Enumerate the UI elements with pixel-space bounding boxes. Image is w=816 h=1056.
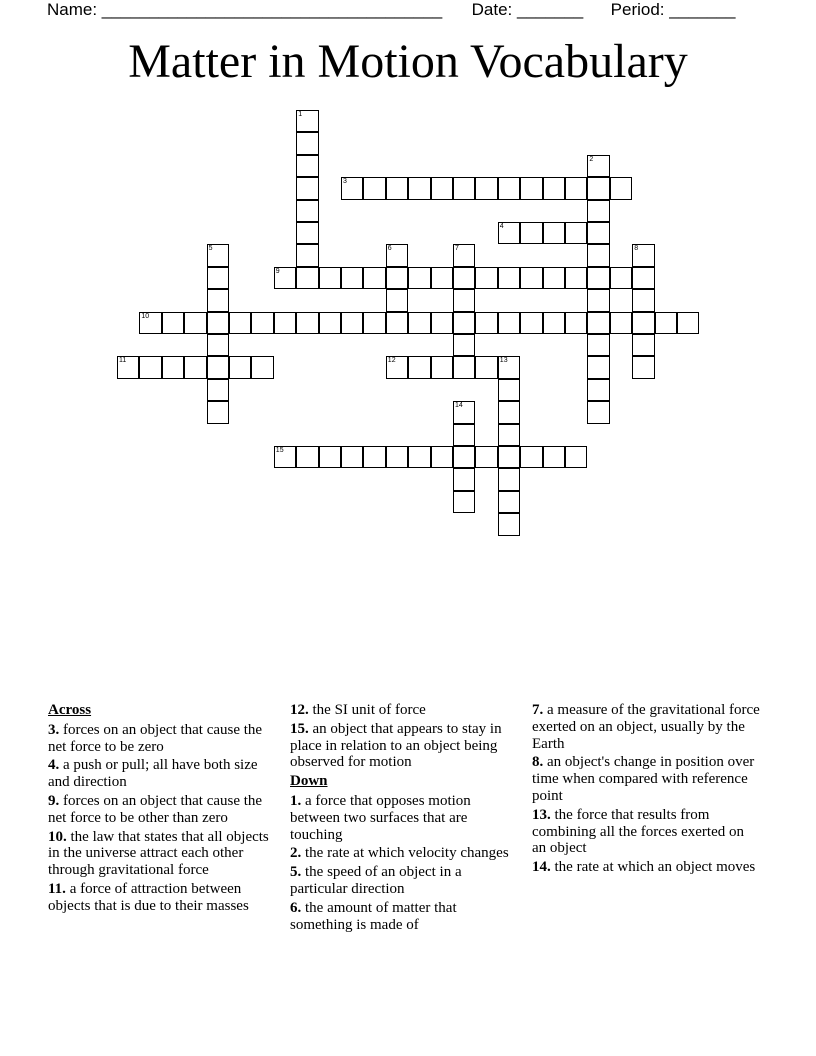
clue-item	[290, 702, 522, 719]
crossword-cell[interactable]	[386, 312, 408, 334]
crossword-cell[interactable]	[139, 356, 161, 378]
crossword-cell[interactable]	[453, 289, 475, 311]
crossword-cell[interactable]	[363, 177, 385, 199]
crossword-cell[interactable]	[587, 379, 609, 401]
clue-text: the force that results from combining all the forces exerted on an object	[532, 806, 745, 857]
crossword-cell[interactable]	[207, 312, 229, 334]
clue-number-label: 4.	[48, 757, 60, 774]
crossword-cell[interactable]	[543, 267, 565, 289]
crossword-cell[interactable]	[139, 312, 161, 334]
clue-number: 6	[387, 245, 392, 253]
clue-number-label: 3.	[48, 721, 60, 738]
clue-item	[290, 845, 522, 862]
crossword-cell[interactable]	[341, 446, 363, 468]
crossword-cell[interactable]	[296, 132, 318, 154]
clue-number: 9	[275, 267, 280, 275]
crossword-cell[interactable]	[229, 312, 251, 334]
crossword-cell[interactable]	[296, 312, 318, 334]
clue-number: 11	[119, 357, 127, 365]
clue-text: a force that opposes motion between two surfaces that are touching	[290, 792, 471, 843]
clue-number-label: 2.	[290, 845, 302, 862]
crossword-cell[interactable]	[408, 312, 430, 334]
name-field-label: Name: ____________________________________	[47, 0, 443, 19]
crossword-cell[interactable]	[363, 312, 385, 334]
crossword-cell[interactable]	[565, 177, 587, 199]
crossword-cell[interactable]	[363, 267, 385, 289]
clue-number-label: 15.	[290, 720, 309, 737]
crossword-cell[interactable]	[587, 222, 609, 244]
crossword-cell[interactable]	[296, 267, 318, 289]
clue-item	[48, 757, 272, 791]
clue-item	[48, 722, 272, 756]
crossword-cell[interactable]	[677, 312, 699, 334]
crossword-cell[interactable]	[296, 177, 318, 199]
clue-item	[290, 900, 522, 934]
crossword-cell[interactable]	[296, 244, 318, 266]
clue-number: 4	[499, 223, 504, 230]
crossword-cell[interactable]	[431, 312, 453, 334]
clue-item	[290, 721, 522, 771]
clue-number-label: 12.	[290, 702, 309, 718]
crossword-cell[interactable]	[229, 356, 251, 378]
crossword-cell[interactable]	[207, 244, 229, 266]
crossword-cell[interactable]	[274, 267, 296, 289]
crossword-cell[interactable]	[431, 267, 453, 289]
crossword-cell[interactable]	[498, 513, 520, 535]
crossword-cell[interactable]	[431, 446, 453, 468]
crossword-cell[interactable]	[117, 356, 139, 378]
clue-text: a force of attraction between objects that is due to their masses	[48, 880, 249, 914]
clue-number-label: 5.	[290, 864, 302, 881]
crossword-cell[interactable]	[565, 446, 587, 468]
crossword-cell[interactable]	[184, 312, 206, 334]
clue-text: forces on an object that cause the net force to be zero	[48, 721, 263, 755]
crossword-cell[interactable]	[408, 177, 430, 199]
crossword-cell[interactable]	[453, 401, 475, 423]
crossword-cell[interactable]	[431, 177, 453, 199]
clue-item	[48, 793, 272, 827]
clue-item	[532, 859, 760, 876]
crossword-cell[interactable]	[386, 244, 408, 266]
crossword-cell[interactable]	[543, 222, 565, 244]
crossword-cell[interactable]	[453, 446, 475, 468]
clue-text: the rate at which an object moves	[554, 859, 756, 876]
clue-number-label: 7.	[532, 702, 544, 718]
crossword-cell[interactable]	[498, 491, 520, 513]
clues-column-2	[290, 702, 522, 935]
crossword-cell[interactable]	[453, 312, 475, 334]
clue-number-label: 1.	[290, 792, 302, 809]
crossword-cell[interactable]	[408, 356, 430, 378]
crossword-cell[interactable]	[408, 267, 430, 289]
crossword-cell[interactable]	[520, 267, 542, 289]
crossword-cell[interactable]	[520, 312, 542, 334]
crossword-cell[interactable]	[498, 424, 520, 446]
crossword-cell[interactable]	[632, 334, 654, 356]
crossword-cell[interactable]	[386, 446, 408, 468]
crossword-cell[interactable]	[565, 312, 587, 334]
crossword-cell[interactable]	[453, 334, 475, 356]
crossword-cell[interactable]	[475, 177, 497, 199]
crossword-cell[interactable]	[296, 200, 318, 222]
crossword-cell[interactable]	[632, 289, 654, 311]
clue-number-label: 13.	[532, 806, 551, 823]
crossword-cell[interactable]	[543, 446, 565, 468]
crossword-cell[interactable]	[632, 312, 654, 334]
crossword-cell[interactable]	[386, 356, 408, 378]
crossword-cell[interactable]	[207, 289, 229, 311]
crossword-cell[interactable]	[520, 222, 542, 244]
crossword-cell[interactable]	[453, 244, 475, 266]
crossword-cell[interactable]	[296, 446, 318, 468]
crossword-cell[interactable]	[520, 177, 542, 199]
crossword-cell[interactable]	[610, 177, 632, 199]
crossword-cell[interactable]	[207, 401, 229, 423]
crossword-cell[interactable]	[453, 356, 475, 378]
clue-text: a measure of the gravitational force exerted on an object, usually by the Earth	[532, 702, 760, 752]
clue-text: the law that states that all objects in the universe attract each other through gravitational force	[48, 828, 269, 879]
crossword-cell[interactable]	[565, 267, 587, 289]
crossword-cell[interactable]	[296, 222, 318, 244]
clue-text: an object that appears to stay in place in relation to an object being observed for motion	[290, 720, 502, 771]
page-title: Matter in Motion Vocabulary	[128, 35, 688, 88]
clue-text: an object's change in position over time when compared with reference point	[532, 754, 755, 804]
crossword-cell[interactable]	[386, 289, 408, 311]
clue-item	[532, 702, 760, 752]
crossword-cell[interactable]	[587, 356, 609, 378]
clue-text: the SI unit of force	[312, 702, 426, 718]
crossword-cell[interactable]	[453, 424, 475, 446]
crossword-cell[interactable]	[207, 334, 229, 356]
crossword-cell[interactable]	[543, 312, 565, 334]
clue-number-label: 14.	[532, 859, 551, 876]
clue-number-label: 11.	[48, 880, 66, 897]
crossword-cell[interactable]	[207, 267, 229, 289]
crossword-cell[interactable]	[543, 177, 565, 199]
crossword-cell[interactable]	[363, 446, 385, 468]
crossword-cell[interactable]	[453, 468, 475, 490]
clue-number: 14	[455, 402, 463, 410]
crossword-cell[interactable]	[274, 312, 296, 334]
crossword-cell[interactable]	[162, 356, 184, 378]
crossword-cell[interactable]	[587, 267, 609, 289]
clue-text: the rate at which velocity changes	[305, 845, 509, 862]
crossword-cell[interactable]	[587, 155, 609, 177]
crossword-cell[interactable]	[319, 267, 341, 289]
clue-text: the amount of matter that something is made of	[290, 899, 457, 933]
crossword-cell[interactable]	[341, 267, 363, 289]
clue-text: the speed of an object in a particular direction	[290, 864, 462, 897]
crossword-cell[interactable]	[632, 356, 654, 378]
crossword-cell[interactable]	[587, 334, 609, 356]
clues-column-3	[532, 702, 760, 878]
crossword-cell[interactable]	[587, 312, 609, 334]
crossword-cell[interactable]	[341, 177, 363, 199]
clue-number: 5	[208, 245, 213, 253]
crossword-cell[interactable]	[251, 312, 273, 334]
crossword-cell[interactable]	[475, 312, 497, 334]
crossword-cell[interactable]	[498, 267, 520, 289]
clue-item	[48, 881, 272, 915]
crossword-cell[interactable]	[498, 401, 520, 423]
crossword-cell[interactable]	[475, 356, 497, 378]
clue-number: 10	[141, 312, 150, 320]
clue-text: a push or pull; all have both size and direction	[48, 757, 258, 791]
clue-number: 2	[589, 155, 594, 163]
crossword-cell[interactable]	[498, 468, 520, 490]
crossword-cell[interactable]	[453, 267, 475, 289]
crossword-cell[interactable]	[341, 312, 363, 334]
crossword-cell[interactable]	[632, 267, 654, 289]
crossword-cell[interactable]	[587, 200, 609, 222]
crossword-cell[interactable]	[655, 312, 677, 334]
crossword-cell[interactable]	[498, 446, 520, 468]
crossword-cell[interactable]	[610, 267, 632, 289]
crossword-cell[interactable]	[319, 312, 341, 334]
crossword-cell[interactable]	[453, 177, 475, 199]
crossword-cell[interactable]	[453, 491, 475, 513]
across-heading: Across	[48, 702, 92, 718]
clue-number: 12	[387, 357, 396, 365]
crossword-cell[interactable]	[587, 244, 609, 266]
clue-number: 1	[298, 111, 303, 118]
crossword-cell[interactable]	[565, 222, 587, 244]
crossword-cell[interactable]	[610, 312, 632, 334]
crossword-cell[interactable]	[498, 222, 520, 244]
clue-number: 13	[499, 357, 508, 365]
crossword-cell[interactable]	[296, 110, 318, 132]
crossword-cell[interactable]	[319, 446, 341, 468]
clue-number: 15	[275, 447, 284, 454]
clue-number: 8	[634, 245, 639, 253]
crossword-cell[interactable]	[296, 155, 318, 177]
crossword-cell[interactable]	[475, 267, 497, 289]
crossword-cell[interactable]	[498, 379, 520, 401]
date-field-label: Date: _______	[471, 0, 584, 19]
crossword-cell[interactable]	[386, 177, 408, 199]
down-heading: Down	[290, 773, 328, 790]
crossword-cell[interactable]	[520, 446, 542, 468]
crossword-cell[interactable]	[475, 446, 497, 468]
clue-number: 3	[343, 178, 347, 186]
crossword-cell[interactable]	[587, 401, 609, 423]
clue-item	[290, 793, 522, 843]
clue-item	[48, 829, 272, 879]
crossword-cell[interactable]	[386, 267, 408, 289]
crossword-cell[interactable]	[431, 356, 453, 378]
crossword-cell[interactable]	[274, 446, 296, 468]
clue-number-label: 6.	[290, 899, 302, 916]
crossword-cell[interactable]	[207, 356, 229, 378]
crossword-cell[interactable]	[498, 177, 520, 199]
crossword-cell[interactable]	[587, 177, 609, 199]
crossword-cell[interactable]	[498, 312, 520, 334]
clue-text: forces on an object that cause the net force to be other than zero	[48, 792, 263, 826]
crossword-cell[interactable]	[587, 289, 609, 311]
crossword-cell[interactable]	[408, 446, 430, 468]
clue-number: 7	[455, 245, 459, 253]
crossword-cell[interactable]	[251, 356, 273, 378]
crossword-cell[interactable]	[207, 379, 229, 401]
clue-number-label: 8.	[532, 754, 544, 771]
clues-column-1	[48, 702, 272, 917]
clue-item	[532, 807, 760, 857]
clue-item	[532, 754, 760, 804]
clue-number-label: 9.	[48, 792, 60, 809]
crossword-cell[interactable]	[632, 244, 654, 266]
clue-number-label: 10.	[48, 828, 67, 845]
crossword-cell[interactable]	[498, 356, 520, 378]
crossword-cell[interactable]	[184, 356, 206, 378]
clue-item	[290, 864, 522, 898]
period-field-label: Period: _______	[610, 0, 736, 19]
crossword-cell[interactable]	[162, 312, 184, 334]
